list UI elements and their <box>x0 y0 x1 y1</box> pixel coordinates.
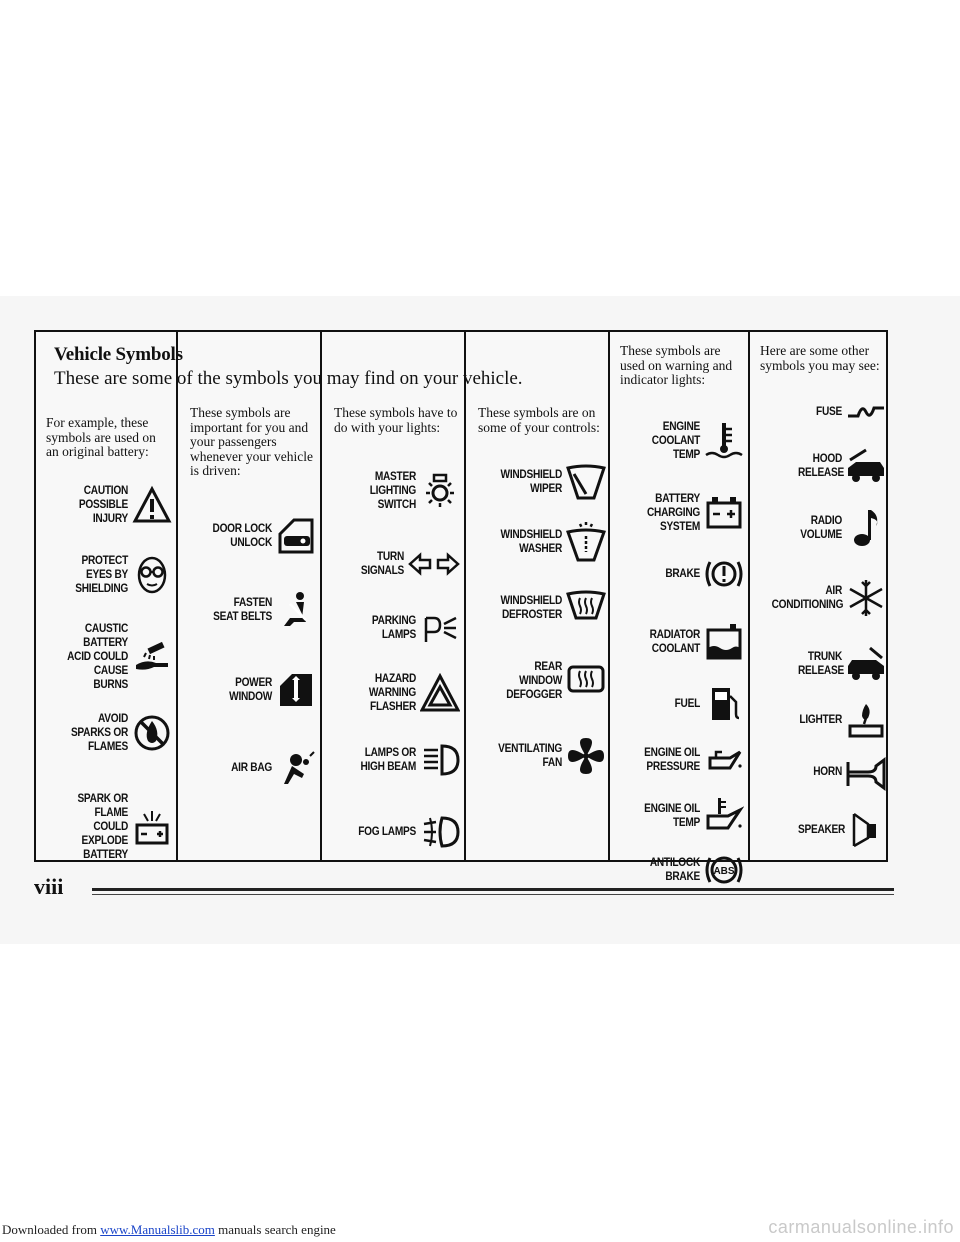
symbol-label: MASTER LIGHTING SWITCH <box>369 471 416 511</box>
symbol-radio-volume <box>752 508 886 548</box>
download-credit <box>2 1222 336 1238</box>
column-other <box>760 344 884 373</box>
column-divider <box>748 332 750 860</box>
symbol-label: HAZARD WARNING FLASHER <box>368 673 416 713</box>
snowflake-icon <box>846 578 886 618</box>
symbol-high-beam <box>330 740 460 780</box>
column-intro: These symbols are on some of your controls: <box>478 405 600 435</box>
fog-lamp-icon <box>420 812 460 852</box>
symbol-wiper <box>472 462 606 502</box>
coolant-temp-icon <box>704 421 744 461</box>
column-lights <box>334 406 458 435</box>
acid-hand-icon <box>132 637 172 677</box>
symbol-turn-signals <box>330 544 460 584</box>
symbol-fan <box>472 736 606 776</box>
symbol-defroster <box>472 588 606 628</box>
symbol-label: WINDSHIELD WASHER <box>500 529 562 555</box>
parking-lamps-icon <box>420 608 460 648</box>
footer-rule-thin <box>92 894 894 895</box>
symbol-antilock-brake <box>614 850 744 890</box>
fuel-pump-icon <box>704 684 744 724</box>
speaker-icon <box>846 810 886 850</box>
symbol-label: TURN SIGNALS <box>360 551 404 577</box>
air-bag-icon <box>276 748 316 788</box>
symbol-air-bag <box>186 748 316 788</box>
footer-rule <box>92 888 894 891</box>
symbol-door-lock <box>186 516 316 556</box>
manual-page <box>0 296 960 944</box>
high-beam-icon <box>420 740 460 780</box>
page-number: viii <box>34 874 64 899</box>
page-subtitle: These are some of the symbols you may find on your vehicle. <box>54 368 523 389</box>
column-divider <box>176 332 178 860</box>
turn-signal-icon <box>408 544 460 584</box>
symbol-trunk-release <box>752 644 886 684</box>
symbol-label: WINDSHIELD DEFROSTER <box>500 595 562 621</box>
door-lock-icon <box>276 516 316 556</box>
symbol-label: TRUNK RELEASE <box>798 651 844 677</box>
exploding-battery-icon <box>132 807 172 847</box>
symbol-caustic-acid <box>42 622 172 692</box>
symbol-label: ANTILOCK BRAKE <box>649 857 700 883</box>
symbol-label: POWER WINDOW <box>229 677 272 703</box>
download-prefix: Downloaded from <box>2 1222 97 1237</box>
symbol-air-conditioning <box>752 578 886 618</box>
column-intro: These symbols have to do with your lights: <box>334 405 458 435</box>
page-title: Vehicle Symbols <box>54 344 183 365</box>
symbol-label: RADIO VOLUME <box>800 515 842 541</box>
symbol-rear-defogger <box>472 660 606 702</box>
column-divider <box>608 332 610 860</box>
symbol-oil-temp <box>614 796 744 836</box>
rear-defog-icon <box>566 661 606 701</box>
download-footer <box>0 946 960 1242</box>
oil-temp-icon <box>704 796 744 836</box>
symbol-label: AVOID SPARKS OR FLAMES <box>70 713 128 753</box>
horn-icon <box>846 752 886 792</box>
symbol-caution-injury <box>46 484 172 526</box>
column-intro: Here are some other symbols you may see: <box>760 343 880 373</box>
trunk-release-icon <box>846 644 886 684</box>
symbols-frame <box>34 330 888 883</box>
symbol-fog-lamps <box>330 812 460 852</box>
column-warning-lights <box>620 344 744 388</box>
symbol-master-lighting <box>330 470 460 512</box>
symbol-label: SPEAKER <box>798 824 846 836</box>
symbol-hood-release <box>752 446 886 486</box>
master-lighting-icon <box>420 471 460 511</box>
column-intro: These symbols are important for you and your passengers whenever your vehicle is driven: <box>190 405 313 478</box>
symbol-power-window <box>186 670 316 710</box>
caution-triangle-icon <box>132 485 172 525</box>
symbol-horn <box>752 752 886 792</box>
goggles-face-icon <box>132 555 172 595</box>
symbol-label: PROTECT EYES BY SHIELDING <box>75 555 128 595</box>
brake-warning-icon <box>704 554 744 594</box>
seat-belt-icon <box>276 590 316 630</box>
symbol-radiator-coolant <box>614 622 744 662</box>
svg-text:ABS: ABS <box>713 866 735 877</box>
symbol-label: AIR BAG <box>231 762 272 774</box>
symbol-label: BATTERY CHARGING SYSTEM <box>647 493 700 533</box>
symbol-label: PARKING LAMPS <box>371 615 416 641</box>
lighter-icon <box>846 700 886 740</box>
hazard-triangle-icon <box>420 673 460 713</box>
symbol-oil-pressure <box>614 740 744 780</box>
no-flame-icon <box>132 713 172 753</box>
symbol-avoid-sparks <box>46 712 172 754</box>
download-suffix: manuals search engine <box>218 1222 336 1237</box>
battery-icon <box>704 493 744 533</box>
symbol-hazard-flasher <box>330 672 460 714</box>
watermark: carmanualsonline.info <box>768 1217 954 1237</box>
symbol-label: LIGHTER <box>799 714 842 726</box>
symbol-label: CAUSTIC BATTERY ACID COULD CAUSE BURNS <box>67 623 128 691</box>
column-divider <box>320 332 322 860</box>
fan-icon <box>566 736 606 776</box>
column-driving <box>190 406 314 479</box>
washer-icon <box>566 522 606 562</box>
symbol-label: CAUTION POSSIBLE INJURY <box>78 485 128 525</box>
power-window-icon <box>276 670 316 710</box>
symbol-protect-eyes <box>46 554 172 596</box>
symbol-spark-explode <box>46 792 172 862</box>
symbol-label: LAMPS OR HIGH BEAM <box>360 747 416 773</box>
symbol-seat-belts <box>186 590 316 630</box>
symbol-label: HORN <box>813 766 842 778</box>
column-intro: These symbols are used on warning and indicator lights: <box>620 343 733 387</box>
symbol-label: SPARK OR FLAME COULD EXPLODE BATTERY <box>77 793 128 861</box>
radiator-icon <box>704 622 744 662</box>
column-controls <box>478 406 602 435</box>
symbol-label: REAR WINDOW DEFOGGER <box>506 661 562 701</box>
symbol-label: FUEL <box>674 698 700 710</box>
symbol-battery-charging <box>614 492 744 534</box>
page-header <box>54 344 523 390</box>
column-intro: For example, these symbols are used on an original battery: <box>46 415 156 459</box>
symbol-fuse <box>752 392 886 432</box>
symbol-label: ENGINE OIL TEMP <box>644 803 700 829</box>
symbol-parking-lamps <box>330 608 460 648</box>
symbol-coolant-temp <box>614 420 744 462</box>
column-battery <box>46 416 170 460</box>
symbol-label: FUSE <box>816 406 842 418</box>
oil-can-icon <box>704 740 744 780</box>
wiper-icon <box>566 462 606 502</box>
symbol-label: FASTEN SEAT BELTS <box>213 597 272 623</box>
symbol-label: RADIATOR COOLANT <box>649 629 700 655</box>
fuse-icon <box>846 392 886 432</box>
abs-icon <box>704 850 744 890</box>
symbol-lighter <box>752 700 886 740</box>
symbol-label: VENTILATING FAN <box>498 743 562 769</box>
symbol-label: FOG LAMPS <box>358 826 416 838</box>
manualslib-link[interactable]: www.Manualslib.com <box>100 1222 215 1237</box>
symbol-label: BRAKE <box>665 568 700 580</box>
symbol-washer <box>472 522 606 562</box>
front-defrost-icon <box>566 588 606 628</box>
hood-release-icon <box>846 446 886 486</box>
column-divider <box>464 332 466 860</box>
symbol-label: ENGINE COOLANT TEMP <box>651 421 700 461</box>
music-note-icon <box>846 508 886 548</box>
symbol-label: DOOR LOCK UNLOCK <box>212 523 272 549</box>
symbol-fuel <box>614 684 744 724</box>
symbol-label: WINDSHIELD WIPER <box>500 469 562 495</box>
symbol-label: HOOD RELEASE <box>798 453 844 479</box>
symbol-label: ENGINE OIL PRESSURE <box>644 747 700 773</box>
symbol-brake <box>614 554 744 594</box>
symbol-speaker <box>752 810 886 850</box>
symbol-label: AIR CONDITIONING <box>771 585 844 611</box>
